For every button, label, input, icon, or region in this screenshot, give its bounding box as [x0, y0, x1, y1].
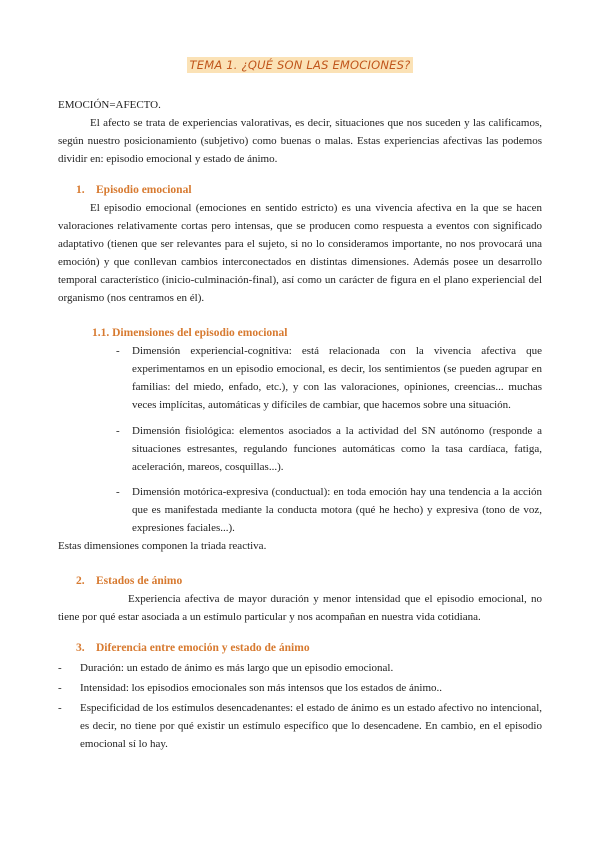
bullet-dash: -	[116, 486, 120, 498]
bullet-dash: -	[116, 425, 120, 437]
bullet-dash: -	[58, 702, 62, 714]
page-title: TEMA 1. ¿QUÉ SON LAS EMOCIONES?	[187, 57, 414, 73]
section-1-paragraph: El episodio emocional (emociones en sentido estricto) es una vivencia afectiva en la que se hacen valoraciones relativamente cortas pero intensas, que se producen como respuesta a eventos con significado adaptativo (tienen que ser relevantes para el sujeto, si no lo consideramos importante, no nos provocará una emoción) y que conllevan cambios interconectados en distintas dimensiones. Además posee un desarrollo temporal característico (inicio-culminación-final), así como un carácter de figura en el plano experiencial del organismo (nos centramos en él).	[58, 202, 542, 304]
section-1-title: Episodio emocional	[96, 184, 192, 196]
section-1-1-heading: 1.1. Dimensiones del episodio emocional	[92, 327, 288, 339]
section-1-heading	[76, 181, 560, 199]
bullet-dash: -	[58, 682, 62, 694]
section-1-number: 1.	[76, 184, 85, 196]
intro-paragraph: El afecto se trata de experiencias valorativas, es decir, situaciones que nos suceden y las calificamos, según nuestro posicionamiento (subjetivo) como buenas o malas. Estas experiencias afectivas las podemos dividir en: episodio emocional y estado de ánimo.	[58, 117, 542, 165]
page-title-wrap	[0, 56, 600, 75]
section-3-title: Diferencia entre emoción y estado de ánimo	[96, 642, 310, 654]
bullet-dash: -	[116, 345, 120, 357]
section-1-1-closing: Estas dimensiones componen la triada reactiva.	[58, 540, 267, 552]
difference-especificidad: Especificidad de los estímulos desencadenantes: el estado de ánimo es un estado afectivo no intencional, es decir, no tiene por qué existir un estímulo específico que lo desencadene. En cambio, en el episodio emocional sí lo hay.	[80, 702, 542, 750]
section-3-heading	[76, 639, 560, 657]
section-3-number: 3.	[76, 642, 85, 654]
dimension-motorica: Dimensión motórica-expresiva (conductual): en toda emoción hay una tendencia a la acción que es manifestada mediante la conducta motora (qué he hecho) y expresiva (tono de voz, expresiones faciales...).	[132, 486, 542, 534]
dimension-fisiologica: Dimensión fisiológica: elementos asociados a la actividad del SN autónomo (responde a situaciones estresantes, regulando funciones automáticas como la tasa cardíaca, fatiga, aceleración, mareos, cosquillas...).	[132, 425, 542, 473]
intro-heading: EMOCIÓN=AFECTO.	[58, 99, 161, 111]
dimension-experiencial: Dimensión experiencial-cognitiva: está relacionada con la vivencia afectiva que experimentamos en un episodio emocional, es decir, los sentimientos (se pueden agrupar en familias: del miedo, enfado, etc.), y con las valoraciones, opiniones, creencias... muchas veces implícitas, automáticas y difíciles de cambiar, que hacemos sobre una situación.	[132, 345, 542, 411]
section-2-number: 2.	[76, 575, 85, 587]
bullet-dash: -	[58, 662, 62, 674]
section-2-title: Estados de ánimo	[96, 575, 183, 587]
section-2-heading	[76, 572, 560, 590]
difference-duracion: Duración: un estado de ánimo es más largo que un episodio emocional.	[80, 662, 394, 674]
section-2-paragraph: Experiencia afectiva de mayor duración y menor intensidad que el episodio emocional, no tiene por qué estar asociada a un estímulo particular y nos acompañan en nuestra vida cotidiana.	[58, 593, 542, 623]
difference-intensidad: Intensidad: los episodios emocionales son más intensos que los estados de ánimo..	[80, 682, 443, 694]
